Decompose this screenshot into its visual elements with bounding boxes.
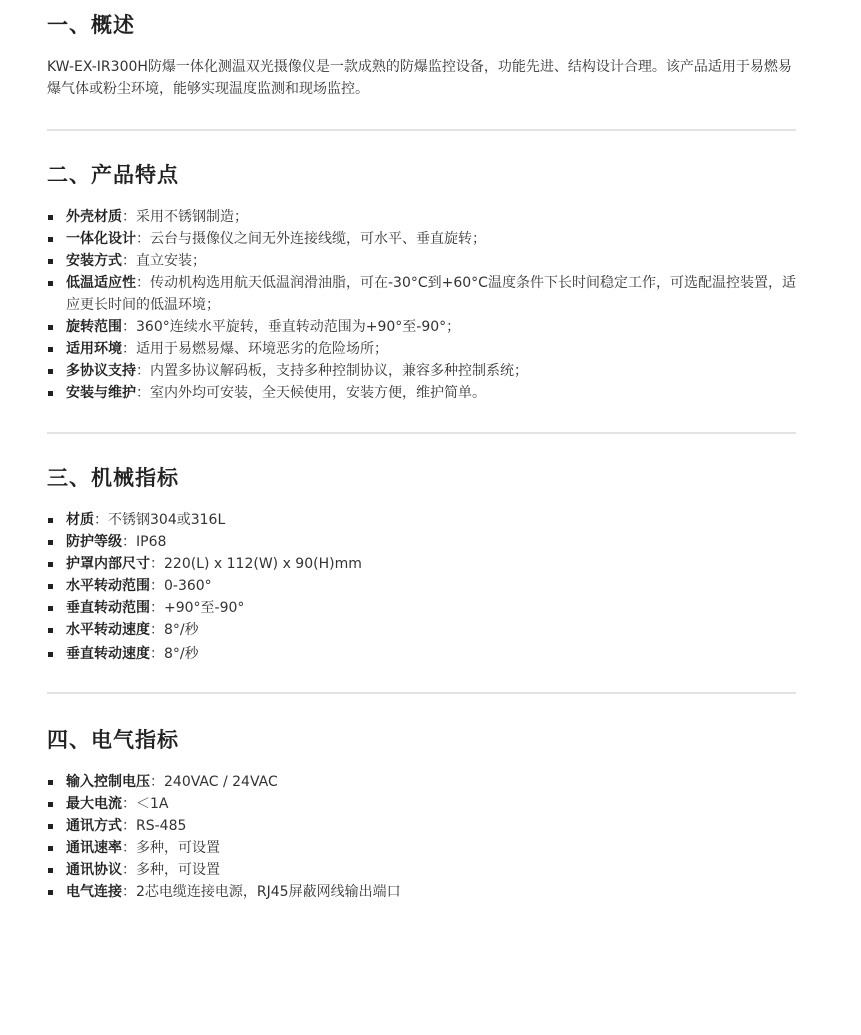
list-item bbox=[47, 206, 799, 228]
item-value: ：内置多协议解码板，支持多种控制协议，兼容多种控制系统； bbox=[136, 363, 528, 379]
bullet-icon bbox=[48, 325, 53, 330]
section-divider bbox=[47, 692, 796, 694]
bullet-icon bbox=[48, 369, 53, 374]
list-item bbox=[47, 531, 799, 553]
section-title-electrical: 四、电气指标 bbox=[47, 728, 179, 752]
list-item bbox=[47, 597, 799, 619]
item-value: ：多种，可设置 bbox=[122, 862, 220, 878]
item-key: 输入控制电压 bbox=[66, 774, 150, 790]
item-key: 防护等级 bbox=[66, 534, 122, 550]
item-key: 水平转动速度 bbox=[66, 622, 150, 638]
item-key: 电气连接 bbox=[66, 884, 122, 900]
list-item bbox=[47, 643, 799, 665]
item-key: 安装与维护 bbox=[66, 385, 136, 401]
features-list bbox=[47, 206, 799, 404]
item-value: ：8°/秒 bbox=[150, 646, 199, 662]
item-key: 多协议支持 bbox=[66, 363, 136, 379]
list-item bbox=[47, 272, 799, 316]
bullet-icon bbox=[48, 347, 53, 352]
item-value: ：多种，可设置 bbox=[122, 840, 220, 856]
bullet-icon bbox=[48, 868, 53, 873]
item-value: ：室内外均可安装，全天候使用，安装方便，维护简单。 bbox=[136, 385, 486, 401]
bullet-icon bbox=[48, 628, 53, 633]
item-value: ：220(L) x 112(W) x 90(H)mm bbox=[150, 556, 362, 572]
item-key: 垂直转动速度 bbox=[66, 646, 150, 662]
item-key: 通讯速率 bbox=[66, 840, 122, 856]
list-item bbox=[47, 553, 799, 575]
section-title-features: 二、产品特点 bbox=[47, 163, 179, 187]
item-value: ：云台与摄像仪之间无外连接线缆，可水平、垂直旋转； bbox=[136, 231, 486, 247]
item-value: ：采用不锈钢制造； bbox=[122, 209, 248, 225]
list-item bbox=[47, 793, 799, 815]
item-key: 水平转动范围 bbox=[66, 578, 150, 594]
list-item bbox=[47, 619, 799, 641]
item-value: ：360°连续水平旋转，垂直转动范围为+90°至-90°； bbox=[122, 319, 461, 335]
list-item bbox=[47, 228, 799, 250]
bullet-icon bbox=[48, 518, 53, 523]
bullet-icon bbox=[48, 802, 53, 807]
list-item bbox=[47, 881, 799, 903]
item-value: ：0-360° bbox=[150, 578, 212, 594]
item-key: 适用环境 bbox=[66, 341, 122, 357]
bullet-icon bbox=[48, 780, 53, 785]
bullet-icon bbox=[48, 824, 53, 829]
section-title-mechanical: 三、机械指标 bbox=[47, 466, 179, 490]
item-key: 低温适应性 bbox=[66, 275, 136, 291]
item-key: 安装方式 bbox=[66, 253, 122, 269]
list-item bbox=[47, 338, 799, 360]
item-key: 旋转范围 bbox=[66, 319, 122, 335]
bullet-icon bbox=[48, 237, 53, 242]
overview-paragraph: KW-EX-IR300H防爆一体化测温双光摄像仪是一款成熟的防爆监控设备，功能先进、结构设计合理。该产品适用于易燃易爆气体或粉尘环境，能够实现温度监测和现场监控。 bbox=[47, 59, 792, 97]
mechanical-spec-list bbox=[47, 509, 799, 665]
item-key: 通讯方式 bbox=[66, 818, 122, 834]
list-item bbox=[47, 815, 799, 837]
section-title-overview: 一、概述 bbox=[47, 13, 135, 37]
item-key: 一体化设计 bbox=[66, 231, 136, 247]
item-key: 垂直转动范围 bbox=[66, 600, 150, 616]
item-value: ：不锈钢304或316L bbox=[94, 512, 226, 528]
item-value: ：2芯电缆连接电源，RJ45屏蔽网线输出端口 bbox=[122, 884, 401, 900]
bullet-icon bbox=[48, 606, 53, 611]
item-key: 最大电流 bbox=[66, 796, 122, 812]
item-value: ：RS-485 bbox=[122, 818, 187, 834]
item-value: ：IP68 bbox=[122, 534, 167, 550]
item-value: ：直立安装； bbox=[122, 253, 206, 269]
list-item bbox=[47, 360, 799, 382]
list-item bbox=[47, 382, 799, 404]
item-value: ：＜1A bbox=[122, 796, 169, 812]
bullet-icon bbox=[48, 890, 53, 895]
item-value: ：适用于易燃易爆、环境恶劣的危险场所； bbox=[122, 341, 388, 357]
item-value: ：240VAC / 24VAC bbox=[150, 774, 278, 790]
item-value: ：8°/秒 bbox=[150, 622, 199, 638]
list-item bbox=[47, 859, 799, 881]
list-item bbox=[47, 837, 799, 859]
list-item bbox=[47, 316, 799, 338]
item-value: ：+90°至-90° bbox=[150, 600, 245, 616]
bullet-icon bbox=[48, 215, 53, 220]
item-key: 外壳材质 bbox=[66, 209, 122, 225]
list-item bbox=[47, 575, 799, 597]
item-key: 材质 bbox=[66, 512, 94, 528]
electrical-spec-list bbox=[47, 771, 799, 903]
bullet-icon bbox=[48, 846, 53, 851]
bullet-icon bbox=[48, 259, 53, 264]
section-divider bbox=[47, 129, 796, 131]
item-key: 护罩内部尺寸 bbox=[66, 556, 150, 572]
bullet-icon bbox=[48, 584, 53, 589]
section-divider bbox=[47, 432, 796, 434]
bullet-icon bbox=[48, 562, 53, 567]
bullet-icon bbox=[48, 540, 53, 545]
list-item bbox=[47, 250, 799, 272]
bullet-icon bbox=[48, 281, 53, 286]
bullet-icon bbox=[48, 652, 53, 657]
list-item bbox=[47, 771, 799, 793]
bullet-icon bbox=[48, 391, 53, 396]
list-item bbox=[47, 509, 799, 531]
item-value: ：传动机构选用航天低温润滑油脂，可在-30°C到+60°C温度条件下长时间稳定工作，可选配温控装置，适应更长时间的低温环境； bbox=[66, 275, 796, 313]
item-key: 通讯协议 bbox=[66, 862, 122, 878]
